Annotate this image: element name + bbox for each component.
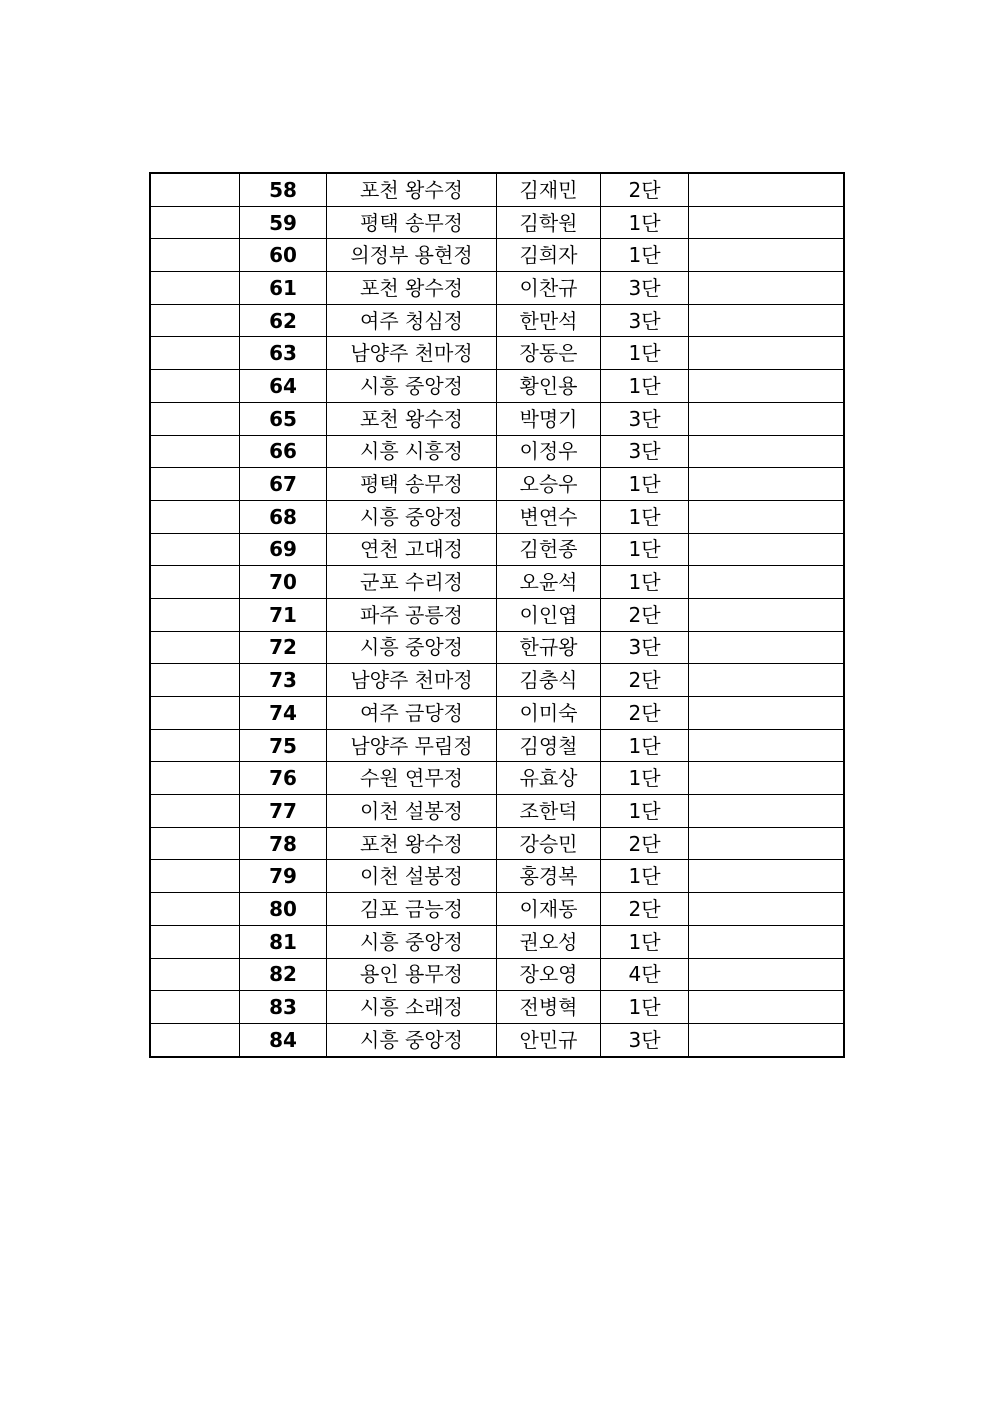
table-row xyxy=(150,598,844,631)
club-cell: 남양주 천마정 xyxy=(327,337,497,370)
club-cell: 파주 공릉정 xyxy=(327,598,497,631)
table-row xyxy=(150,762,844,795)
member-name-cell: 이찬규 xyxy=(497,272,601,305)
member-name-cell: 김학원 xyxy=(497,206,601,239)
member-name-cell: 이인엽 xyxy=(497,598,601,631)
member-name-cell: 김헌종 xyxy=(497,533,601,566)
blank-cell xyxy=(150,958,240,991)
blank-cell xyxy=(150,566,240,599)
entry-number-cell: 80 xyxy=(240,893,327,926)
entry-number-cell: 77 xyxy=(240,795,327,828)
note-cell xyxy=(689,533,845,566)
blank-cell xyxy=(150,598,240,631)
table-row xyxy=(150,239,844,272)
blank-cell xyxy=(150,402,240,435)
blank-cell xyxy=(150,468,240,501)
entry-number-cell: 68 xyxy=(240,500,327,533)
rank-cell: 2단 xyxy=(601,827,689,860)
club-cell: 포천 왕수정 xyxy=(327,827,497,860)
blank-cell xyxy=(150,337,240,370)
member-name-cell: 이미숙 xyxy=(497,697,601,730)
entry-number-cell: 83 xyxy=(240,991,327,1024)
club-cell: 군포 수리정 xyxy=(327,566,497,599)
roster-table-body xyxy=(150,173,844,1057)
note-cell xyxy=(689,239,845,272)
note-cell xyxy=(689,598,845,631)
member-name-cell: 유효상 xyxy=(497,762,601,795)
member-name-cell: 조한덕 xyxy=(497,795,601,828)
table-row xyxy=(150,435,844,468)
note-cell xyxy=(689,631,845,664)
entry-number-cell: 71 xyxy=(240,598,327,631)
blank-cell xyxy=(150,860,240,893)
blank-cell xyxy=(150,272,240,305)
entry-number-cell: 72 xyxy=(240,631,327,664)
blank-cell xyxy=(150,762,240,795)
note-cell xyxy=(689,304,845,337)
note-cell xyxy=(689,206,845,239)
member-name-cell: 권오성 xyxy=(497,925,601,958)
entry-number-cell: 64 xyxy=(240,370,327,403)
note-cell xyxy=(689,762,845,795)
club-cell: 시흥 중앙정 xyxy=(327,500,497,533)
table-row xyxy=(150,729,844,762)
table-row xyxy=(150,795,844,828)
blank-cell xyxy=(150,664,240,697)
member-name-cell: 김충식 xyxy=(497,664,601,697)
entry-number-cell: 65 xyxy=(240,402,327,435)
rank-cell: 2단 xyxy=(601,664,689,697)
note-cell xyxy=(689,795,845,828)
blank-cell xyxy=(150,795,240,828)
entry-number-cell: 75 xyxy=(240,729,327,762)
rank-cell: 4단 xyxy=(601,958,689,991)
rank-cell: 3단 xyxy=(601,435,689,468)
rank-cell: 2단 xyxy=(601,173,689,206)
club-cell: 남양주 무림정 xyxy=(327,729,497,762)
rank-cell: 1단 xyxy=(601,566,689,599)
club-cell: 연천 고대정 xyxy=(327,533,497,566)
table-row xyxy=(150,631,844,664)
rank-cell: 1단 xyxy=(601,762,689,795)
entry-number-cell: 61 xyxy=(240,272,327,305)
blank-cell xyxy=(150,173,240,206)
note-cell xyxy=(689,272,845,305)
table-row xyxy=(150,991,844,1024)
blank-cell xyxy=(150,435,240,468)
note-cell xyxy=(689,500,845,533)
table-row xyxy=(150,402,844,435)
table-row xyxy=(150,827,844,860)
table-row xyxy=(150,1023,844,1056)
table-row xyxy=(150,925,844,958)
member-name-cell: 황인용 xyxy=(497,370,601,403)
rank-cell: 3단 xyxy=(601,402,689,435)
blank-cell xyxy=(150,533,240,566)
entry-number-cell: 74 xyxy=(240,697,327,730)
member-name-cell: 박명기 xyxy=(497,402,601,435)
blank-cell xyxy=(150,239,240,272)
blank-cell xyxy=(150,991,240,1024)
club-cell: 시흥 시흥정 xyxy=(327,435,497,468)
rank-cell: 1단 xyxy=(601,533,689,566)
rank-cell: 1단 xyxy=(601,795,689,828)
note-cell xyxy=(689,402,845,435)
note-cell xyxy=(689,958,845,991)
member-name-cell: 장동은 xyxy=(497,337,601,370)
rank-cell: 1단 xyxy=(601,337,689,370)
table-row xyxy=(150,566,844,599)
club-cell: 남양주 천마정 xyxy=(327,664,497,697)
note-cell xyxy=(689,468,845,501)
member-name-cell: 김재민 xyxy=(497,173,601,206)
note-cell xyxy=(689,664,845,697)
member-name-cell: 한만석 xyxy=(497,304,601,337)
entry-number-cell: 58 xyxy=(240,173,327,206)
club-cell: 포천 왕수정 xyxy=(327,173,497,206)
member-name-cell: 홍경복 xyxy=(497,860,601,893)
entry-number-cell: 66 xyxy=(240,435,327,468)
club-cell: 포천 왕수정 xyxy=(327,272,497,305)
note-cell xyxy=(689,860,845,893)
table-row xyxy=(150,272,844,305)
blank-cell xyxy=(150,500,240,533)
member-name-cell: 전병혁 xyxy=(497,991,601,1024)
club-cell: 포천 왕수정 xyxy=(327,402,497,435)
table-row xyxy=(150,370,844,403)
club-cell: 평택 송무정 xyxy=(327,468,497,501)
member-name-cell: 이정우 xyxy=(497,435,601,468)
rank-cell: 1단 xyxy=(601,500,689,533)
note-cell xyxy=(689,370,845,403)
blank-cell xyxy=(150,893,240,926)
table-row xyxy=(150,533,844,566)
blank-cell xyxy=(150,827,240,860)
table-row xyxy=(150,893,844,926)
entry-number-cell: 67 xyxy=(240,468,327,501)
note-cell xyxy=(689,729,845,762)
entry-number-cell: 59 xyxy=(240,206,327,239)
note-cell xyxy=(689,435,845,468)
club-cell: 의정부 용현정 xyxy=(327,239,497,272)
note-cell xyxy=(689,991,845,1024)
rank-cell: 1단 xyxy=(601,206,689,239)
note-cell xyxy=(689,337,845,370)
rank-cell: 2단 xyxy=(601,598,689,631)
blank-cell xyxy=(150,1023,240,1056)
rank-cell: 1단 xyxy=(601,239,689,272)
entry-number-cell: 84 xyxy=(240,1023,327,1056)
entry-number-cell: 63 xyxy=(240,337,327,370)
entry-number-cell: 69 xyxy=(240,533,327,566)
member-name-cell: 이재동 xyxy=(497,893,601,926)
rank-cell: 1단 xyxy=(601,860,689,893)
entry-number-cell: 79 xyxy=(240,860,327,893)
table-row xyxy=(150,958,844,991)
rank-cell: 2단 xyxy=(601,893,689,926)
table-row xyxy=(150,860,844,893)
table-row xyxy=(150,173,844,206)
rank-cell: 3단 xyxy=(601,1023,689,1056)
entry-number-cell: 62 xyxy=(240,304,327,337)
member-name-cell: 강승민 xyxy=(497,827,601,860)
blank-cell xyxy=(150,729,240,762)
rank-cell: 1단 xyxy=(601,370,689,403)
club-cell: 시흥 소래정 xyxy=(327,991,497,1024)
club-cell: 수원 연무정 xyxy=(327,762,497,795)
rank-cell: 1단 xyxy=(601,468,689,501)
rank-cell: 1단 xyxy=(601,925,689,958)
table-row xyxy=(150,664,844,697)
entry-number-cell: 73 xyxy=(240,664,327,697)
club-cell: 이천 설봉정 xyxy=(327,795,497,828)
member-name-cell: 한규왕 xyxy=(497,631,601,664)
entry-number-cell: 82 xyxy=(240,958,327,991)
club-cell: 여주 금당정 xyxy=(327,697,497,730)
table-row xyxy=(150,337,844,370)
rank-cell: 3단 xyxy=(601,304,689,337)
entry-number-cell: 81 xyxy=(240,925,327,958)
club-cell: 시흥 중앙정 xyxy=(327,925,497,958)
member-name-cell: 오윤석 xyxy=(497,566,601,599)
note-cell xyxy=(689,925,845,958)
entry-number-cell: 70 xyxy=(240,566,327,599)
club-cell: 김포 금능정 xyxy=(327,893,497,926)
club-cell: 여주 청심정 xyxy=(327,304,497,337)
blank-cell xyxy=(150,304,240,337)
club-cell: 용인 용무정 xyxy=(327,958,497,991)
table-row xyxy=(150,500,844,533)
rank-cell: 1단 xyxy=(601,729,689,762)
club-cell: 평택 송무정 xyxy=(327,206,497,239)
note-cell xyxy=(689,893,845,926)
entry-number-cell: 60 xyxy=(240,239,327,272)
table-row xyxy=(150,468,844,501)
member-name-cell: 변연수 xyxy=(497,500,601,533)
blank-cell xyxy=(150,206,240,239)
note-cell xyxy=(689,1023,845,1056)
member-name-cell: 김영철 xyxy=(497,729,601,762)
rank-cell: 1단 xyxy=(601,991,689,1024)
member-name-cell: 안민규 xyxy=(497,1023,601,1056)
rank-cell: 2단 xyxy=(601,697,689,730)
club-cell: 시흥 중앙정 xyxy=(327,1023,497,1056)
entry-number-cell: 76 xyxy=(240,762,327,795)
note-cell xyxy=(689,827,845,860)
rank-cell: 3단 xyxy=(601,272,689,305)
table-row xyxy=(150,697,844,730)
rank-cell: 3단 xyxy=(601,631,689,664)
blank-cell xyxy=(150,631,240,664)
member-name-cell: 장오영 xyxy=(497,958,601,991)
note-cell xyxy=(689,697,845,730)
club-cell: 시흥 중앙정 xyxy=(327,370,497,403)
note-cell xyxy=(689,173,845,206)
note-cell xyxy=(689,566,845,599)
roster-table xyxy=(149,172,845,1058)
table-row xyxy=(150,206,844,239)
club-cell: 이천 설봉정 xyxy=(327,860,497,893)
member-name-cell: 오승우 xyxy=(497,468,601,501)
blank-cell xyxy=(150,925,240,958)
blank-cell xyxy=(150,697,240,730)
blank-cell xyxy=(150,370,240,403)
member-name-cell: 김희자 xyxy=(497,239,601,272)
entry-number-cell: 78 xyxy=(240,827,327,860)
table-row xyxy=(150,304,844,337)
club-cell: 시흥 중앙정 xyxy=(327,631,497,664)
